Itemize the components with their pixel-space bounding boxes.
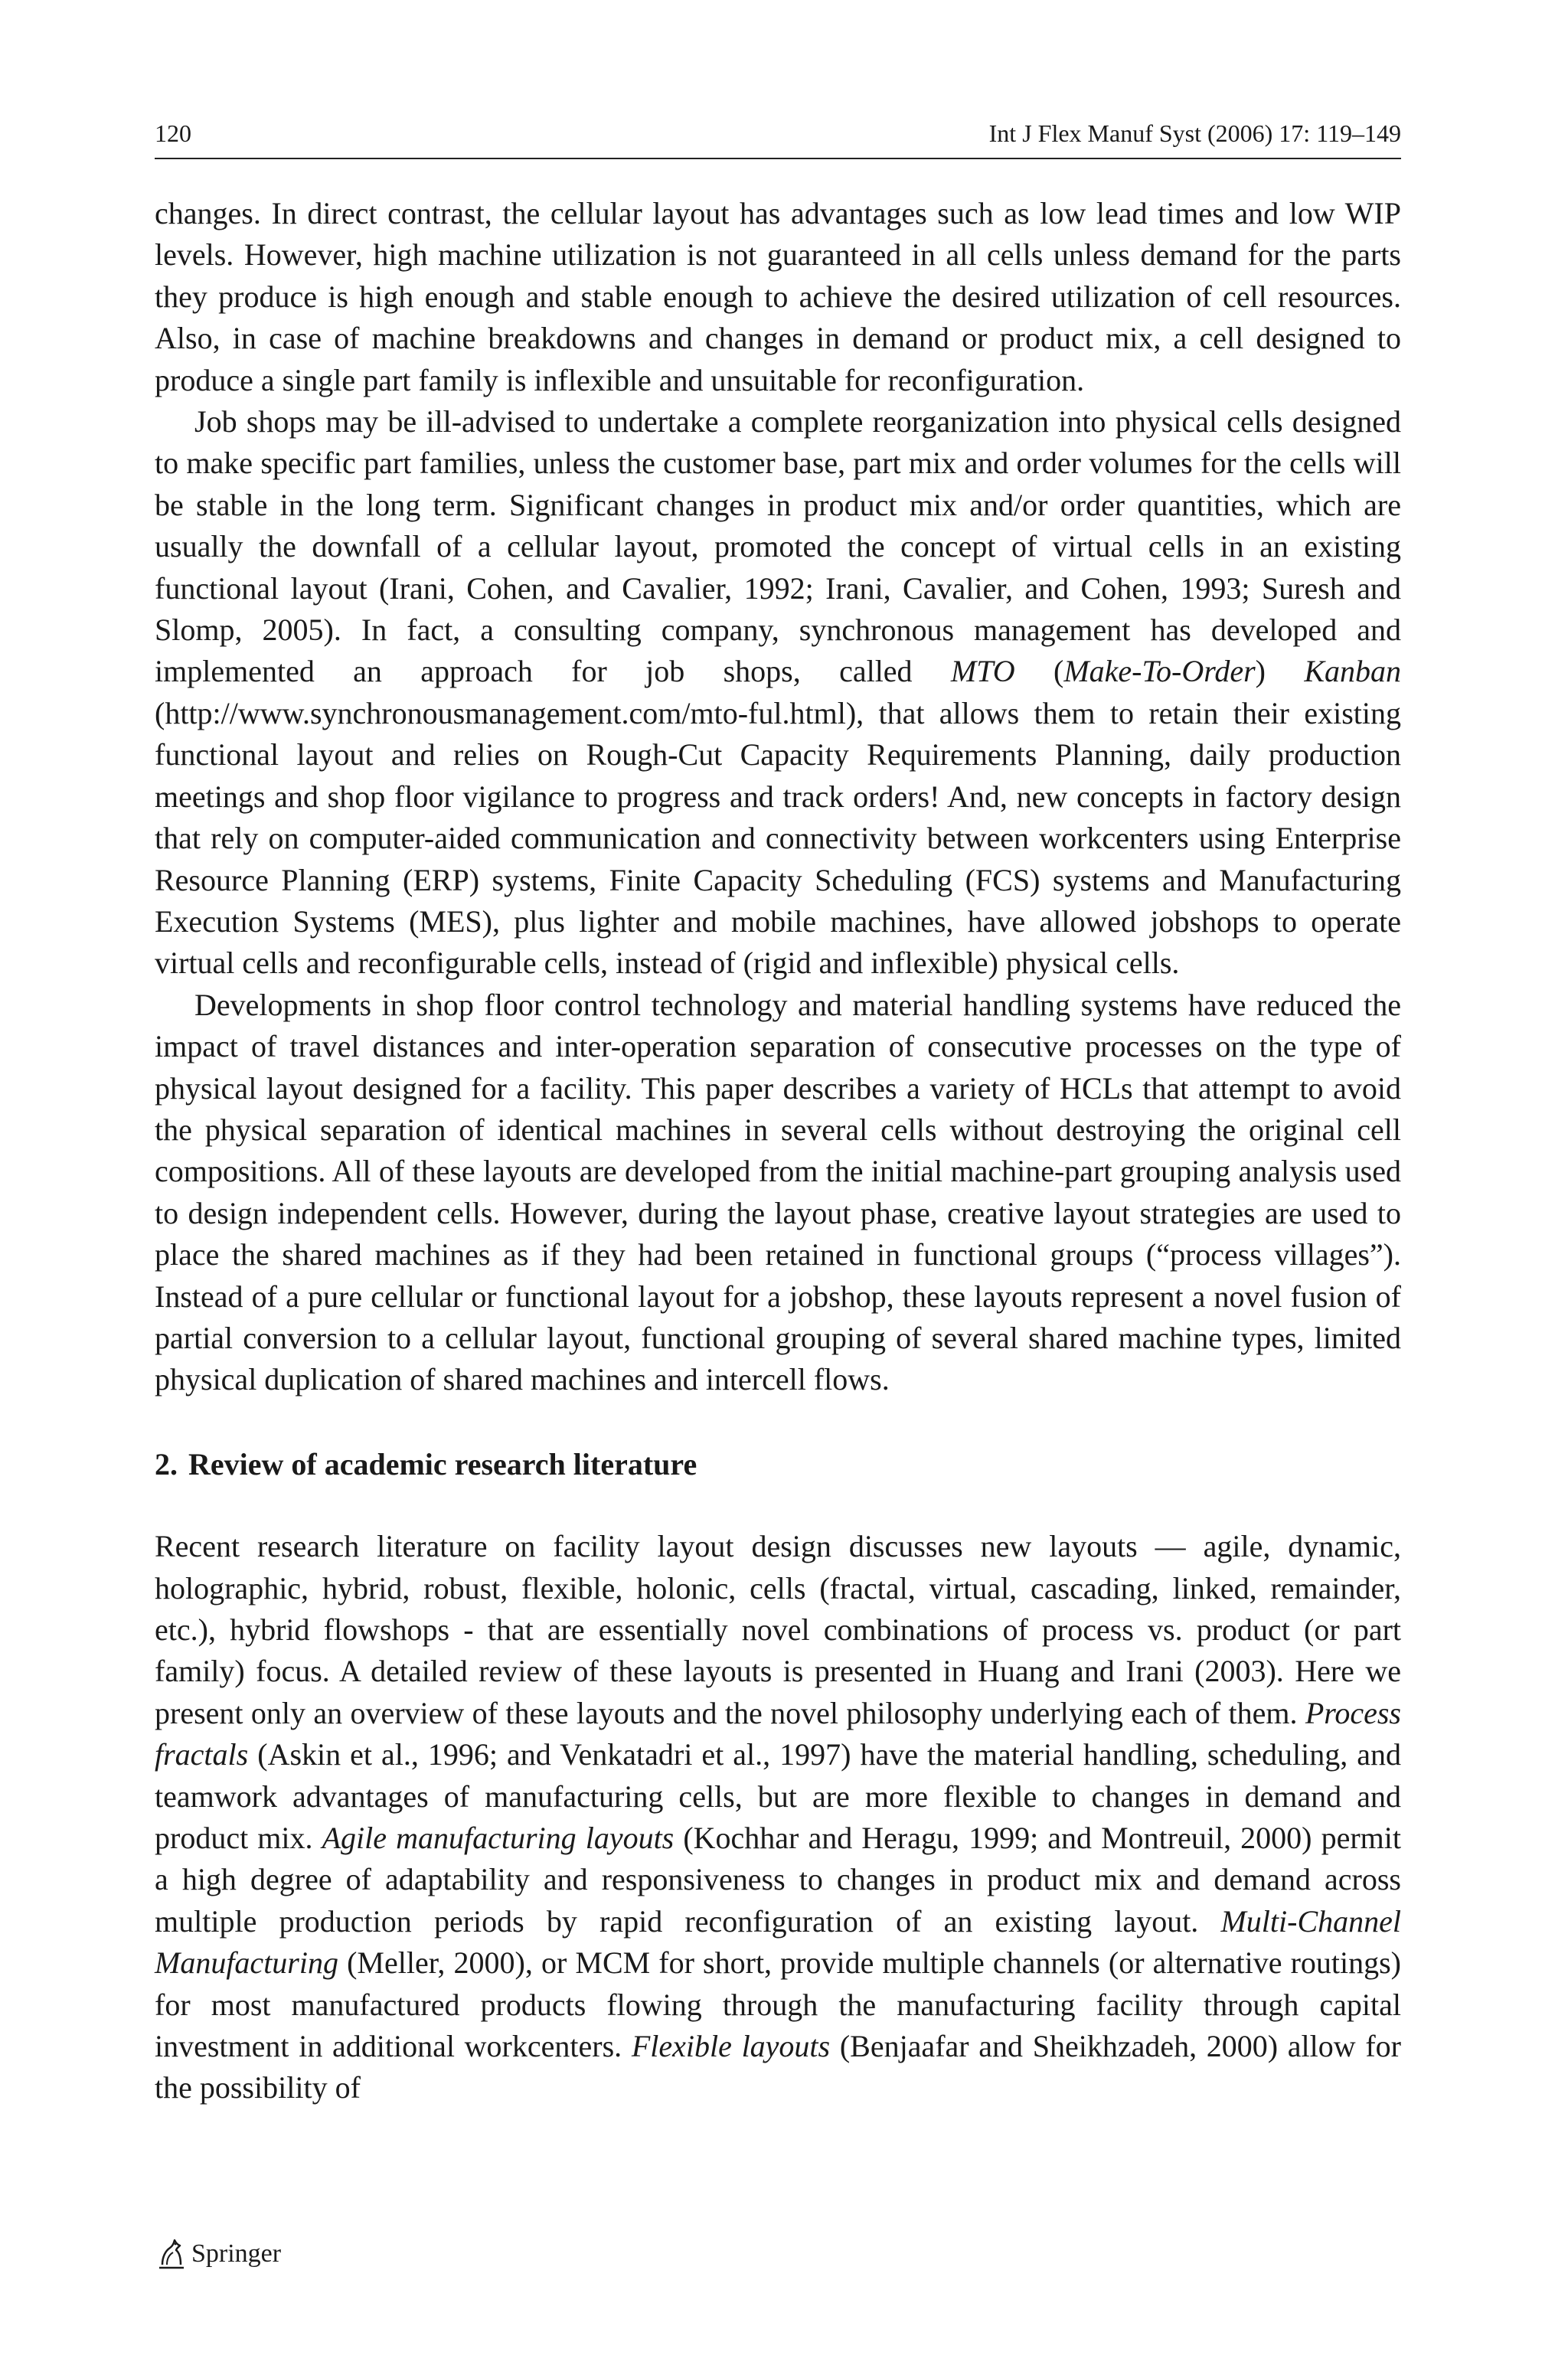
kanban-term: Kanban xyxy=(1304,654,1402,689)
process-fractals-term: Process fractals xyxy=(155,1695,1401,1772)
paragraph-2-text-a: Job shops may be ill-advised to undertake a complete reorganization into physical cells designed to make specific part families, unless the customer base, part mix and order volumes for the cells will be stable in the long term. Significant changes in product mix and/or order quantities, which are usually the downfall of a cellular layout, promoted the concept of virtual cells in an existing functional layout (Irani, Cohen, and Cavalier, 1992; Irani, Cavalier, and Cohen, 1993; Suresh and Slomp, 2005). In fact, a consulting company, synchronous management has developed and implemented an approach for job shops, called xyxy=(155,404,1401,689)
body-text xyxy=(155,193,1401,2109)
journal-citation: Int J Flex Manuf Syst (2006) 17: 119–149 xyxy=(988,119,1401,147)
springer-horse-icon xyxy=(155,2237,188,2271)
paragraph-4-text-b: (Askin et al., 1996; and Venkatadri et al., 1997) have the material handling, scheduling, and teamwork advantages of manufacturing cells, but are more flexible to changes in demand and product mix. xyxy=(155,1737,1401,1856)
paren-close: ) xyxy=(1255,654,1305,689)
header-rule xyxy=(155,158,1401,159)
section-heading xyxy=(155,1444,1401,1485)
paragraph-2 xyxy=(155,401,1401,985)
publisher-name: Springer xyxy=(191,2239,282,2268)
publisher-footer xyxy=(155,2231,281,2277)
paragraph-4-text-c: (Kochhar and Heragu, 1999; and Montreuil, 2000) permit a high degree of adaptability and responsiveness to changes in product mix and demand across multiple production periods by rapid reconfiguration of an existing layout. xyxy=(155,1821,1401,1939)
section-number: 2. xyxy=(155,1446,178,1481)
page-number: 120 xyxy=(155,119,191,147)
paren-open: ( xyxy=(1014,654,1064,689)
section-title: Review of academic research literature xyxy=(188,1446,697,1481)
running-head xyxy=(155,116,1401,150)
agile-layouts-term: Agile manufacturing layouts xyxy=(322,1821,675,1856)
paragraph-4-text-d: (Meller, 2000), or MCM for short, provide multiple channels (or alternative routings) for most manufactured products flowing through the manufacturing facility through capital investment in additional workcenters. xyxy=(155,1945,1401,2064)
paragraph-4 xyxy=(155,1526,1401,2109)
mto-expansion: Make-To-Order xyxy=(1063,654,1256,689)
mto-term: MTO xyxy=(950,654,1015,689)
paragraph-3: Developments in shop floor control technology and material handling systems have reduced the impact of travel distances and inter-operation separation of consecutive processes on the type of physical layout designed for a facility. This paper describes a variety of HCLs that attempt to avoid the physical separation of identical machines in several cells without destroying the original cell compositions. All of these layouts are developed from the initial machine-part grouping analysis used to design independent cells. However, during the layout phase, creative layout strategies are used to place the shared machines as if they had been retained in functional groups (“process villages”). Instead of a pure cellular or functional layout for a jobshop, these layouts represent a novel fusion of partial conversion to a cellular layout, functional grouping of several shared machine types, limited physical duplication of shared machines and intercell flows. xyxy=(155,987,1401,1397)
paragraph-4-text-a: Recent research literature on facility layout design discusses new layouts — agile, dynamic, holographic, hybrid, robust, flexible, holonic, cells (fractal, virtual, cascading, linked, remainder, etc.), hybrid flowshops - that are essentially novel combinations of process vs. product (or part family) focus. A detailed review of these layouts is presented in Huang and Irani (2003). Here we present only an overview of these layouts and the novel philosophy underlying each of them. xyxy=(155,1529,1401,1730)
paragraph-1: changes. In direct contrast, the cellular layout has advantages such as low lead times and low WIP levels. However, high machine utilization is not guaranteed in all cells unless demand for the parts they produce is high enough and stable enough to achieve the desired utilization of cell resources. Also, in case of machine breakdowns and changes in demand or product mix, a cell designed to produce a single part family is inflexible and unsuitable for reconfiguration. xyxy=(155,196,1401,397)
flexible-layouts-term: Flexible layouts xyxy=(631,2029,831,2064)
paragraph-4-text-e: (Benjaafar and Sheikhzadeh, 2000) allow for the possibility of xyxy=(155,2029,1401,2105)
mcm-term: Multi-Channel Manufacturing xyxy=(155,1903,1401,1981)
paragraph-2-text-b: (http://www.synchronousmanagement.com/mto-ful.html), that allows them to retain their existing functional layout and relies on Rough-Cut Capacity Requirements Planning, daily production meetings and shop floor vigilance to progress and track orders! And, new concepts in factory design that rely on computer-aided communication and connectivity between workcenters using Enterprise Resource Planning (ERP) systems, Finite Capacity Scheduling (FCS) systems and Manufacturing Execution Systems (MES), plus lighter and mobile machines, have allowed jobshops to operate virtual cells and reconfigurable cells, instead of (rigid and inflexible) physical cells. xyxy=(155,695,1401,981)
